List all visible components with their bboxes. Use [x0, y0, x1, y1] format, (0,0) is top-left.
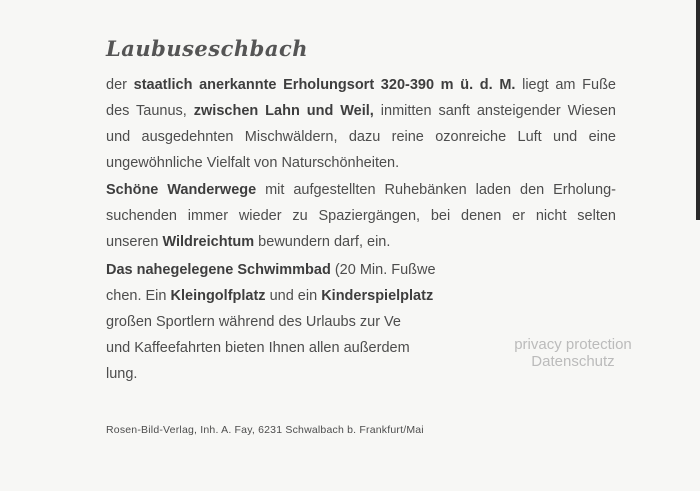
privacy-line: Datenschutz	[531, 353, 615, 370]
text-line: und Kaffeefahrten bieten Ihnen allen außerdem	[106, 340, 410, 356]
paragraph-hiking	[106, 177, 616, 255]
place-title: Laubuseschbach	[106, 36, 308, 61]
card-edge-shadow	[696, 0, 700, 220]
text-line: lung.	[106, 366, 138, 382]
text-line: Schöne Wanderwege mit aufgestellten Ruhebänken laden den Erholung-	[106, 182, 616, 198]
text-line: ungewöhnliche Vielfalt von Naturschönheiten.	[106, 155, 400, 171]
publisher-imprint: Rosen-Bild-Verlag, Inh. A. Fay, 6231 Schwalbach b. Frankfurt/Mai	[106, 424, 424, 436]
text-line: des Taunus, zwischen Lahn und Weil, inmitten sanft ansteigender Wiesen	[106, 103, 616, 119]
text-line: Das nahegelegene Schwimmbad (20 Min. Fußwe	[106, 262, 436, 278]
text-line: und ausgedehnten Mischwäldern, dazu reine ozonreiche Luft und eine	[106, 129, 616, 145]
paragraph-leisure	[106, 257, 450, 387]
text-line: chen. Ein Kleingolfplatz und ein Kinderspielplatz	[106, 288, 434, 304]
text-line: großen Sportlern während des Urlaubs zur Ve	[106, 314, 401, 330]
text-line: der staatlich anerkannte Erholungsort 320-390 m ü. d. M. liegt am Fuße	[106, 77, 616, 93]
privacy-watermark	[500, 336, 646, 370]
privacy-line: privacy protection	[514, 336, 632, 353]
text-line: unseren Wildreichtum bewundern darf, ein.	[106, 234, 391, 250]
paragraph-location	[106, 72, 616, 176]
text-line: suchenden immer wieder zu Spaziergängen, bei denen er nicht selten	[106, 208, 616, 224]
